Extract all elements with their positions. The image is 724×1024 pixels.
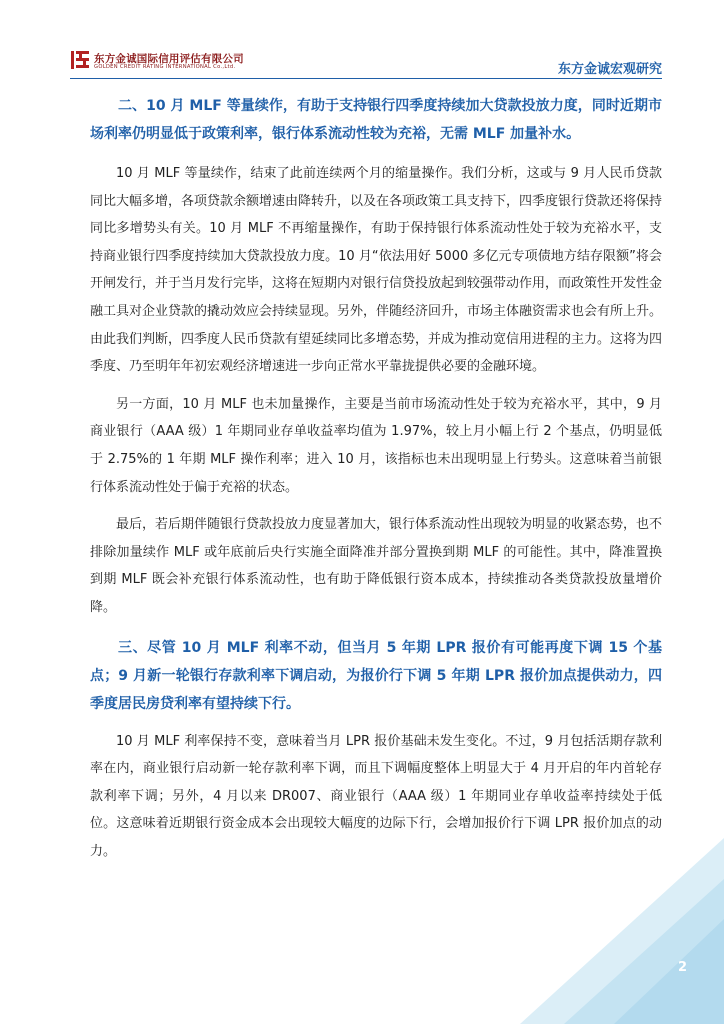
body-paragraph: 最后，若后期伴随银行贷款投放力度显著加大，银行体系流动性出现较为明显的收紧态势，也不排除加量续作 MLF 或年底前后央行实施全面降准并部分置换到期 MLF 的可能性。其中，降准置换到期 MLF 既会补充银行体系流动性，也有助于降低银行资本成本，持续推动各类贷款投放量增价降。 [90,517,663,615]
header-title: 东方金诚宏观研究 [557,62,662,77]
header-divider [70,78,662,79]
document-body [90,92,662,865]
section-heading: 二、10 月 MLF 等量续作，有助于支持银行四季度持续加大贷款投放力度，同时近期市场利率仍明显低于政策利率，银行体系流动性较为充裕，无需 MLF 加量补水。 [90,98,662,142]
company-logo [70,49,270,75]
body-paragraph: 10 月 MLF 利率保持不变，意味着当月 LPR 报价基础未发生变化。不过，9 月包括活期存款利率在内，商业银行启动新一轮存款利率下调，而且下调幅度整体上明显大于 4 月开启的年内首轮存款利率下调；另外，4 月以来 DR007、商业银行（AAA 级）1 年期同业存单收益率持续处于低位。这意味着近期银行资金成本会出现较大幅度的边际下行，会增加报价行下调 LPR 报价加点的动力。 [90,733,662,859]
section-heading: 三、尽管 10 月 MLF 利率不动，但当月 5 年期 LPR 报价有可能再度下调 15 个基点；9 月新一轮银行存款利率下调启动，为报价行下调 5 年期 LPR 报价加点提供动力，四季度居民房贷利率有望持续下行。 [90,639,662,712]
body-paragraph: 10 月 MLF 等量续作，结束了此前连续两个月的缩量操作。我们分析，这或与 9 月人民币贷款同比大幅多增，各项贷款余额增速由降转升，以及在各项政策工具支持下，四季度银行贷款还将保持同比多增势头有关。10 月 MLF 不再缩量操作，有助于保持银行体系流动性处于较为充裕水平，支持商业银行四季度持续加大贷款投放力度。10 月“依法用好 5000 多亿元专项债地方结存限额”将会开闸发行，并于当月发行完毕，这将在短期内对银行信贷投放起到较强带动作用，而政策性开发性金融工具对企业贷款的撬动效应会持续显现。另外，伴随经济回升，市场主体融资需求也会有所上升。由此我们判断，四季度人民币贷款有望延续同比多增态势，并成为推动宽信用进程的主力。这将为四季度、乃至明年年初宏观经济增速进一步向正常水平靠拢提供必要的金融环境。 [90,166,663,375]
body-paragraph: 另一方面，10 月 MLF 也未加量操作，主要是当前市场流动性处于较为充裕水平，其中，9 月商业银行（AAA 级）1 年期同业存单收益率均值为 1.97%，较上月小幅上行 2 个基点，仍明显低于 2.75%的 1 年期 MLF 操作利率；进入 10 月，该指标也未出现明显上行势头。这意味着当前银行体系流动性处于偏于充裕的状态。 [90,396,662,495]
page-number: 2 [678,960,688,975]
logo-mark-icon [70,49,90,71]
logo-company-name-english: GOLDEN CREDIT RATING INTERNATIONAL Co.,Ltd. [94,64,236,70]
page-header [0,0,724,80]
logo-company-name: 东方金诚国际信用评估有限公司 [94,53,244,65]
corner-decoration [504,824,724,1024]
